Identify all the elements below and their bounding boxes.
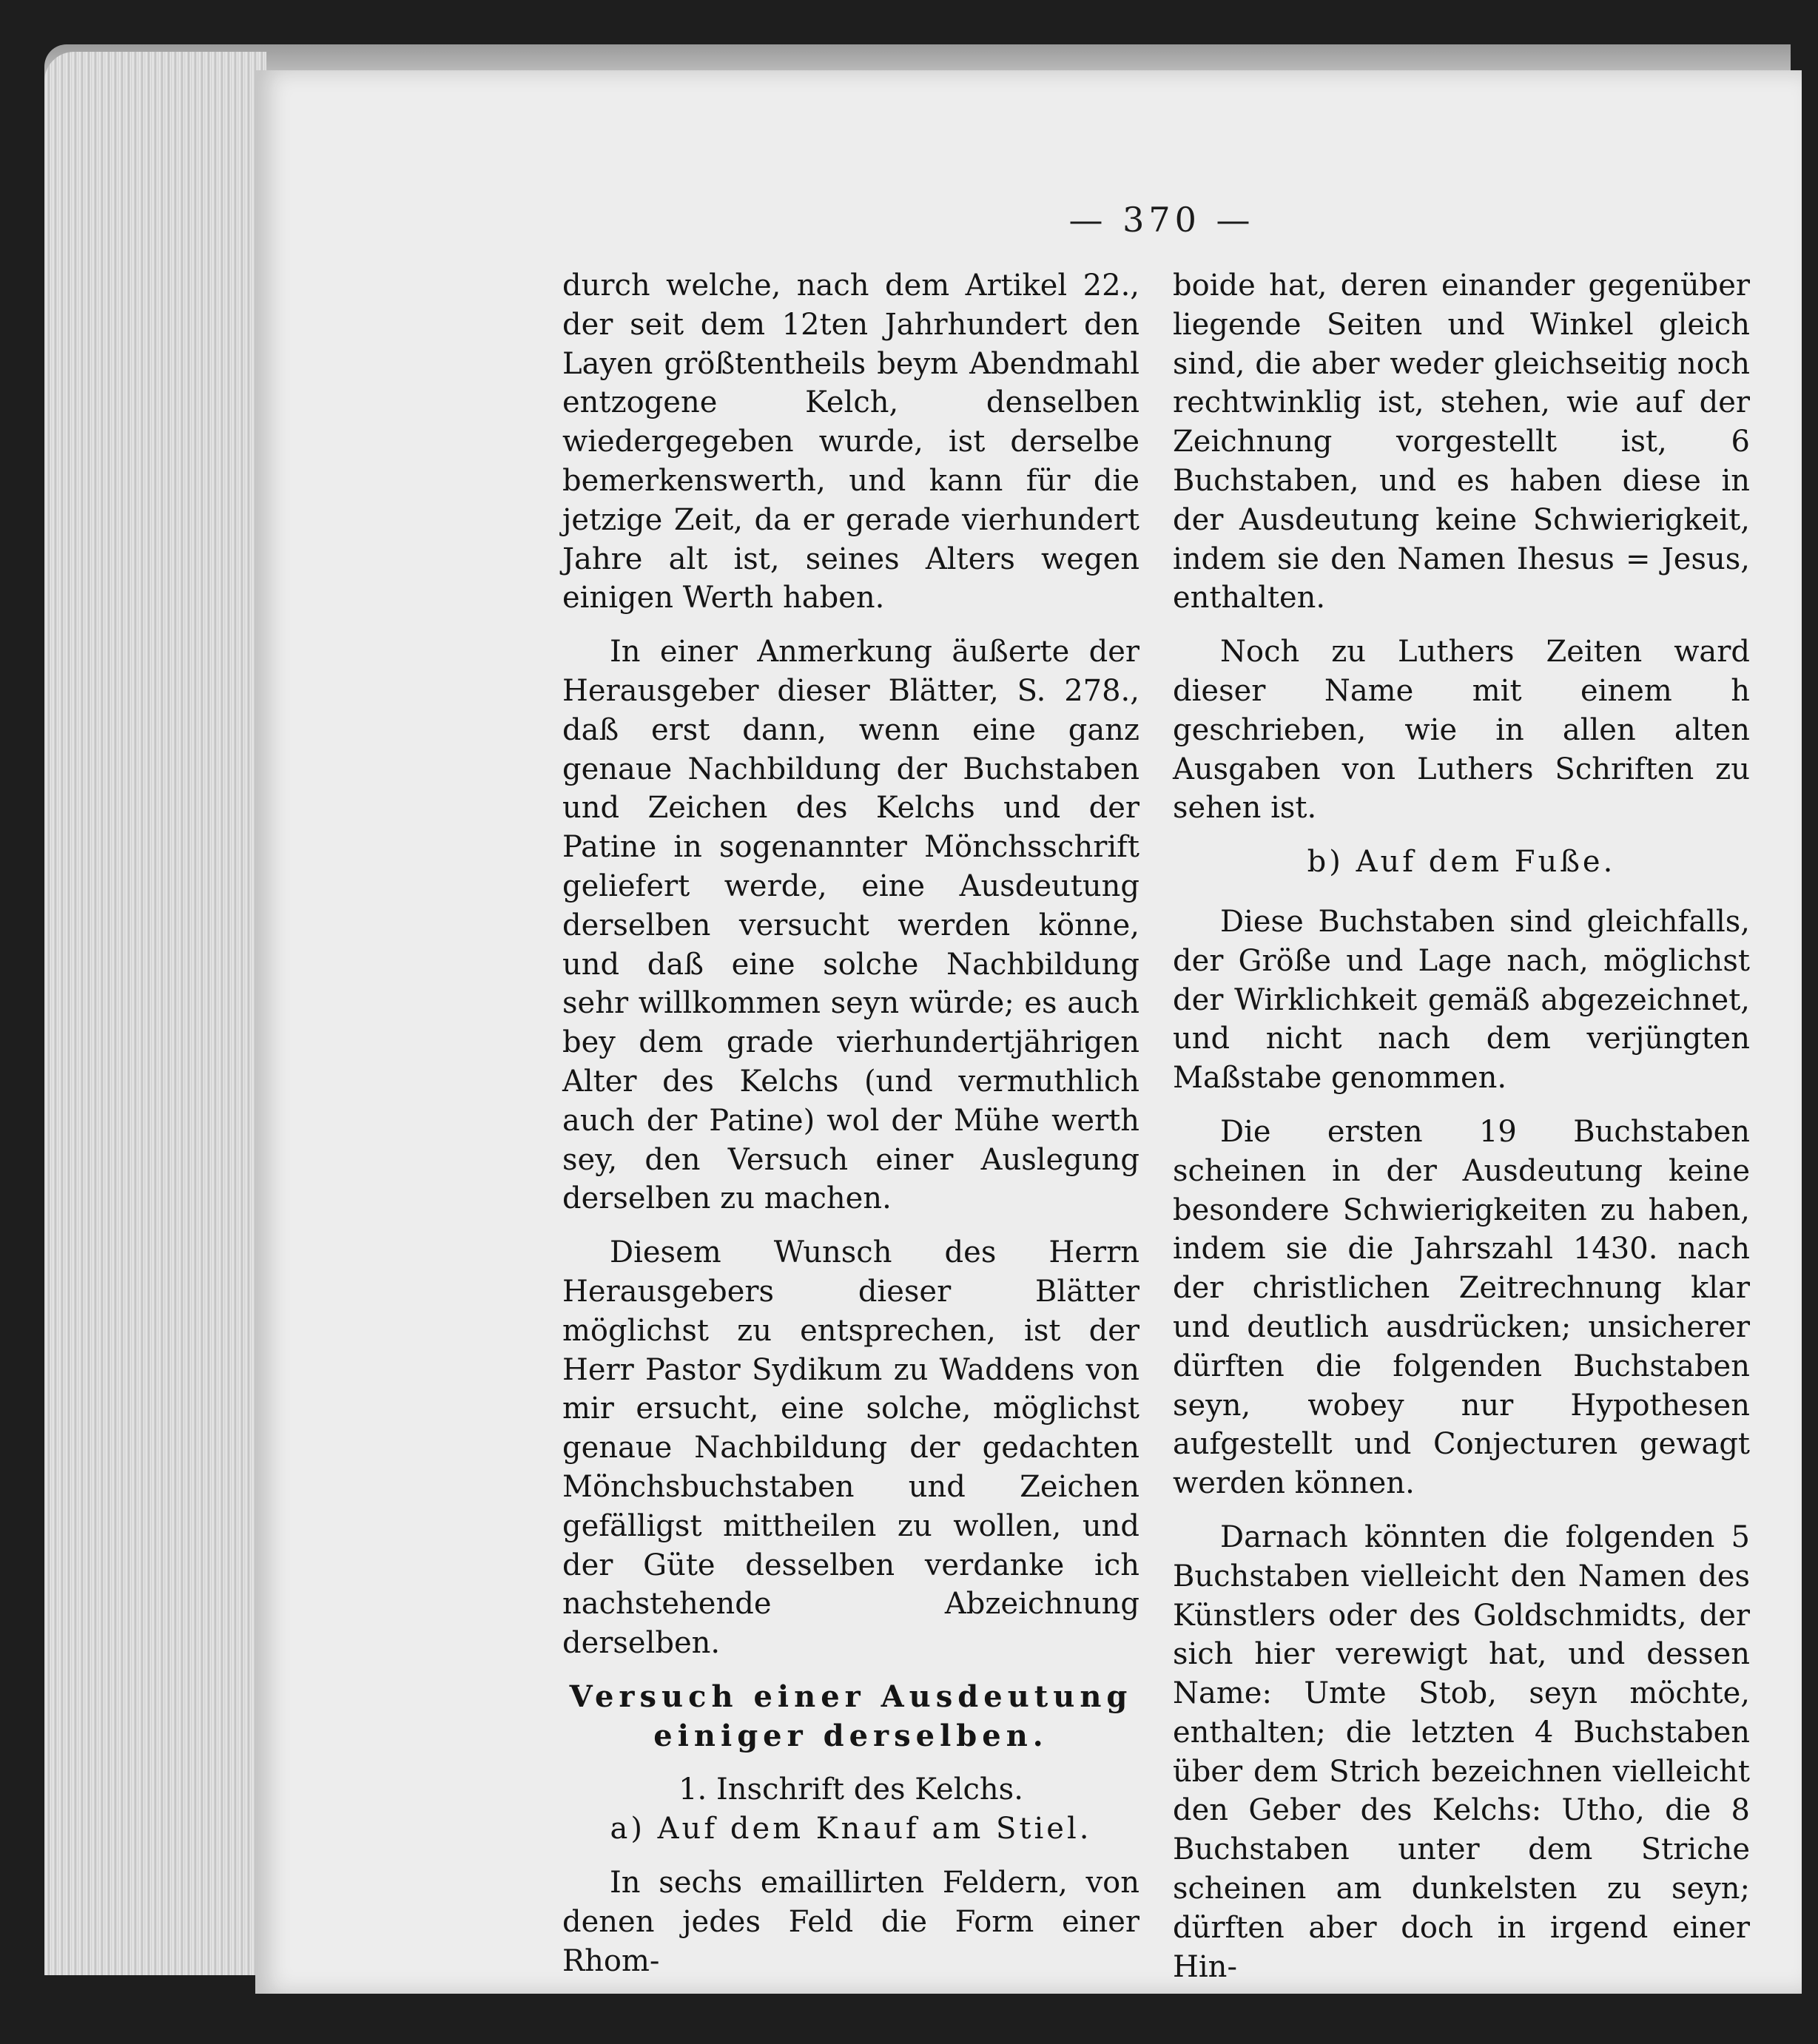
left-paragraph-1: durch welche, nach dem Artikel 22., der seit dem 12ten Jahrhundert den Layen größtentheils beym Abendmahl entzogene Kelch, denselben wiedergegeben wurde, ist derselbe bemerkenswerth, und kann für die jetzige Zeit, da er gerade vierhundert Jahre alt ist, seines Alters wegen einigen Werth haben.: [562, 269, 1139, 615]
left-column: [562, 266, 1139, 1980]
subheading-knauf: a) Auf dem Knauf am Stiel.: [610, 1812, 1092, 1846]
page-number: — 370 —: [1068, 200, 1255, 240]
right-paragraph-3: Diese Buchstaben sind gleichfalls, der Größe und Lage nach, möglichst der Wirklichkeit gemäß abgezeichnet, und nicht nach dem verjüngten Maßstabe genommen.: [1173, 904, 1750, 1096]
section-heading: Versuch einer Ausdeutung einiger derselben.: [569, 1679, 1133, 1753]
page-edges: [44, 52, 266, 1975]
left-paragraph-2: In einer Anmerkung äußerte der Herausgeber dieser Blätter, S. 278., daß erst dann, wenn eine ganz genaue Nachbildung der Buchstaben und Zeichen des Kelchs und der Patine in sogenannter Mönchsschrift geliefert werde, eine Ausdeutung derselben versucht werden könne, und daß eine solche Nachbildung sehr willkommen seyn würde; es auch bey dem grade vierhundertjährigen Alter des Kelchs (und vermuthlich auch der Patine) wol der Mühe werth sey, den Versuch einer Auslegung derselben zu machen.: [562, 635, 1139, 1216]
right-paragraph-4: Die ersten 19 Buchstaben scheinen in der Ausdeutung keine besondere Schwierigkeiten zu haben, indem sie die Jahrszahl 1430. nach der christlichen Zeitrechnung klar und deutlich ausdrücken; unsicherer dürften die folgenden Buchstaben seyn, wobey nur Hypothesen aufgestellt und Conjecturen gewagt werden können.: [1173, 1114, 1750, 1501]
right-paragraph-2: Noch zu Luthers Zeiten ward dieser Name mit einem h geschrieben, wie in allen alten Ausgaben von Luthers Schriften zu sehen ist.: [1173, 635, 1750, 826]
subheading-kelch: 1. Inschrift des Kelchs.: [679, 1773, 1023, 1807]
right-paragraph-5: Darnach könnten die folgenden 5 Buchstaben vielleicht den Namen des Künstlers oder des Goldschmidts, der sich hier verewigt hat, und dessen Name: Umte Stob, seyn möchte, enthalten; die letzten 4 Buchstaben über dem Strich bezeichnen vielleicht den Geber des Kelchs: Utho, die 8 Buchstaben unter dem Striche scheinen am dunkelsten zu seyn; dürften aber doch in irgend einer Hin-: [1173, 1519, 1750, 1984]
right-paragraph-1: boide hat, deren einander gegenüber liegende Seiten und Winkel gleich sind, die aber weder gleichseitig noch rechtwinklig ist, stehen, wie auf der Zeichnung vorgestellt ist, 6 Buchstaben, und es haben diese in der Ausdeutung keine Schwierigkeit, indem sie den Namen Ihesus = Jesus, enthalten.: [1173, 269, 1750, 615]
right-column: [1173, 266, 1750, 1986]
subheading-fuss: b) Auf dem Fuße.: [1307, 845, 1616, 880]
left-paragraph-3: Diesem Wunsch des Herrn Herausgebers dieser Blätter möglichst zu entsprechen, ist der Herr Pastor Sydikum zu Waddens von mir ersucht, eine solche, möglichst genaue Nachbildung der gedachten Mönchsbuchstaben und Zeichen gefälligst mittheilen zu wollen, und der Güte desselben verdanke ich nachstehende Abzeichnung derselben.: [562, 1235, 1139, 1661]
left-paragraph-4: In sechs emaillirten Feldern, von denen jedes Feld die Form einer Rhom-: [562, 1866, 1139, 1978]
